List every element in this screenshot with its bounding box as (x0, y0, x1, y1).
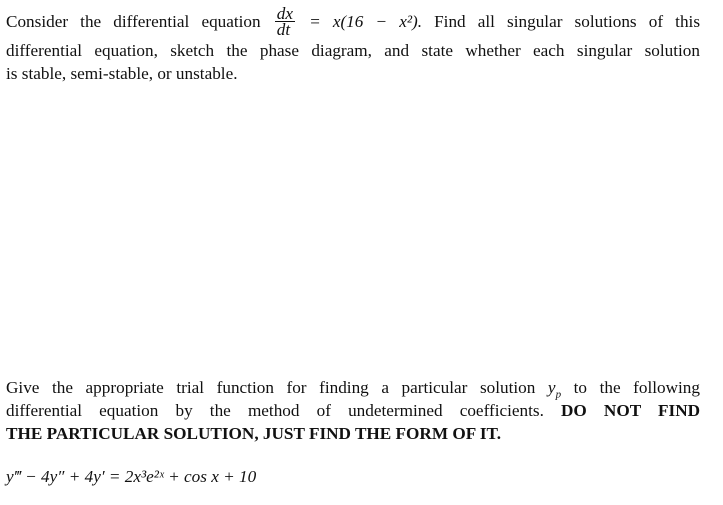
do-not-find-warning: DO NOT FIND (561, 401, 701, 420)
yp-subscript: p (555, 388, 562, 401)
problem-1-line-3: is stable, semi-stable, or unstable. (6, 64, 238, 83)
particular-solution-warning: THE PARTICULAR SOLUTION, JUST FIND THE FORM OF IT. (6, 424, 502, 443)
problem-2-method-text: differential equation by the method of undetermined coefficients. (6, 401, 544, 420)
problem-1-line-1 (6, 4, 700, 39)
problem-2-equation: y‴ − 4y″ + 4y′ = 2x³e²ˣ + cos x + 10 (6, 467, 257, 486)
problem-1-text (6, 4, 700, 85)
yp-base: y (547, 378, 556, 397)
fraction-numerator: dx (276, 3, 293, 23)
fraction-denominator: dt (276, 19, 291, 39)
problem-2-text (6, 376, 700, 445)
problem-2-line-1 (6, 376, 700, 399)
problem-2-line-2 (6, 399, 700, 422)
yp-symbol (547, 378, 562, 401)
problem-1-instruction-start: Find all singular solutions of this (434, 12, 701, 31)
problem-1-intro: Consider the differential equation (6, 12, 261, 31)
problem-2-intro: Give the appropriate trial function for finding a particular solution (6, 378, 536, 397)
derivative-fraction (275, 3, 295, 39)
problem-2-intro-end: to the following (573, 378, 700, 397)
ode-right-side: = x(16 − x²). (309, 12, 422, 31)
problem-1-line-2: differential equation, sketch the phase diagram, and state whether each singular solution (6, 41, 700, 60)
